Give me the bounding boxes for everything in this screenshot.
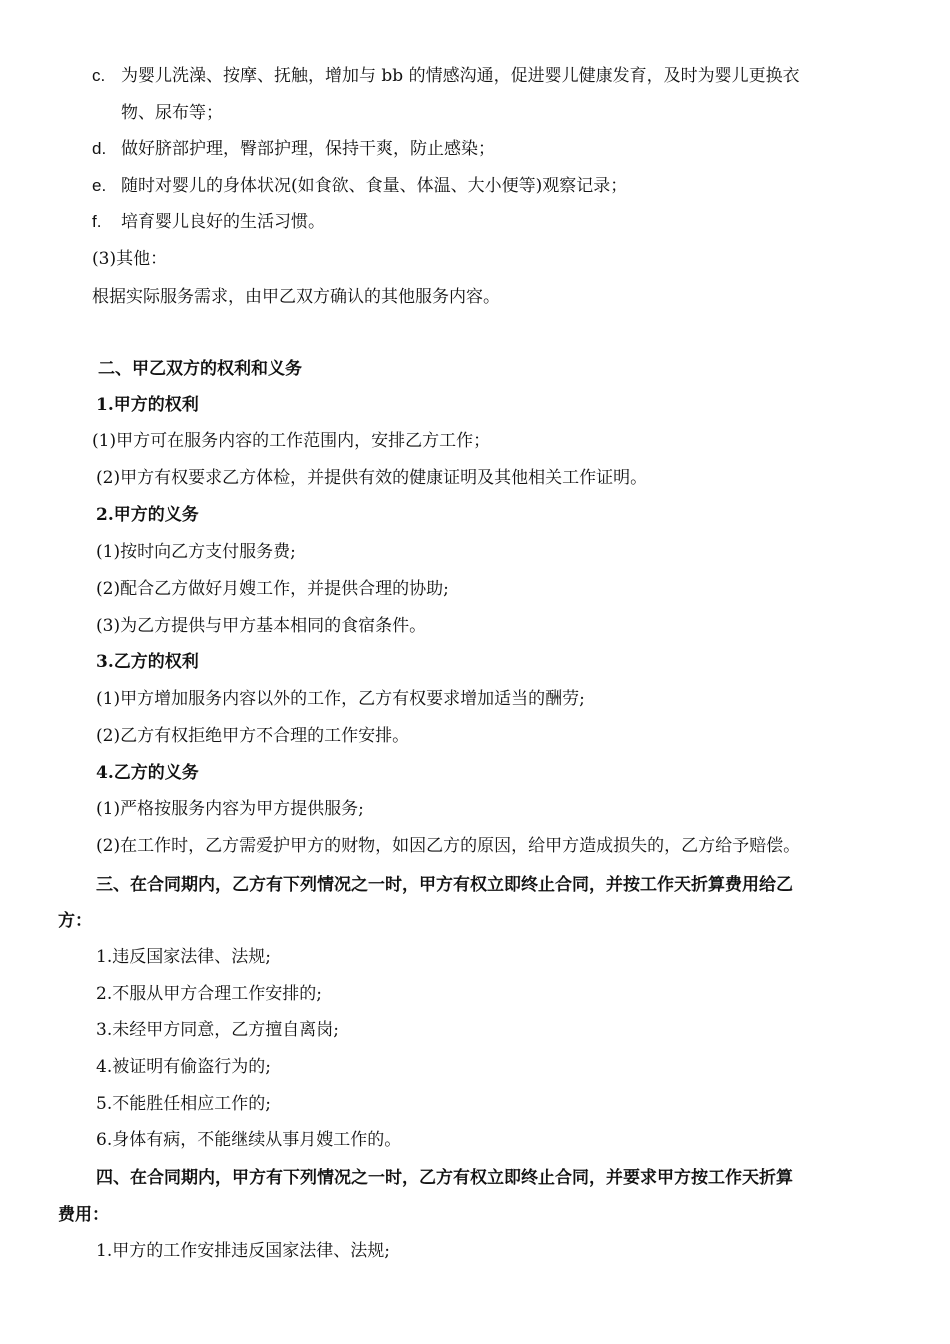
section3-title-line1: 三、在合同期内，乙方有下列情况之一时，甲方有权立即终止合同，并按工作天折算费用给乙 (96, 875, 793, 895)
section2-title: 二、甲乙双方的权利和义务 (98, 359, 302, 379)
list-item-d-text: 做好脐部护理，臀部护理，保持干爽，防止感染； (121, 139, 495, 159)
section2-sub3-title: 3.乙方的权利 (96, 652, 199, 672)
section3-item-2: 2.不服从甲方合理工作安排的; (96, 984, 322, 1004)
section3-item-6: 6.身体有病，不能继续从事月嫂工作的。 (96, 1130, 402, 1150)
list-marker-d: d. (92, 139, 107, 158)
section2-sub1-item-2: (2)甲方有权要求乙方体检，并提供有效的健康证明及其他相关工作证明。 (96, 468, 648, 488)
list-item-f-text: 培育婴儿良好的生活习惯。 (121, 212, 325, 232)
section4-title-line2: 费用： (58, 1205, 109, 1225)
other-heading: (3)其他： (92, 249, 168, 269)
section3-item-1: 1.违反国家法律、法规; (96, 947, 271, 967)
section2-sub2-item-1: (1)按时向乙方支付服务费; (96, 542, 296, 562)
section2-sub1-title: 1.甲方的权利 (96, 395, 199, 415)
section2-sub4-title: 4.乙方的义务 (96, 763, 199, 783)
section4-title-line1: 四、在合同期内，甲方有下列情况之一时，乙方有权立即终止合同，并要求甲方按工作天折算 (96, 1168, 793, 1188)
other-text: 根据实际服务需求，由甲乙双方确认的其他服务内容。 (92, 287, 500, 307)
section2-sub4-item-2: (2)在工作时，乙方需爱护甲方的财物，如因乙方的原因，给甲方造成损失的，乙方给予赔偿。 (96, 836, 801, 856)
list-marker-f: f. (92, 212, 102, 231)
section2-sub4-item-1: (1)严格按服务内容为甲方提供服务; (96, 799, 364, 819)
list-item-c-text: 为婴儿洗澡、按摩、抚触，增加与 bb 的情感沟通，促进婴儿健康发育，及时为婴儿更换衣 (121, 66, 800, 86)
section2-sub2-title: 2.甲方的义务 (96, 505, 199, 525)
list-marker-c: c. (92, 66, 106, 85)
section3-item-4: 4.被证明有偷盗行为的; (96, 1057, 271, 1077)
section2-sub1-item-1: (1)甲方可在服务内容的工作范围内，安排乙方工作； (92, 431, 491, 451)
list-marker-e: e. (92, 176, 107, 195)
section3-item-3: 3.未经甲方同意，乙方擅自离岗; (96, 1020, 339, 1040)
section2-sub3-item-1: (1)甲方增加服务内容以外的工作，乙方有权要求增加适当的酬劳; (96, 689, 585, 709)
section3-title-line2: 方： (58, 911, 92, 931)
section2-sub3-item-2: (2)乙方有权拒绝甲方不合理的工作安排。 (96, 726, 410, 746)
list-item-c-continuation: 物、尿布等； (121, 103, 223, 123)
section4-item-1: 1.甲方的工作安排违反国家法律、法规; (96, 1241, 390, 1261)
section2-sub2-item-3: (3)为乙方提供与甲方基本相同的食宿条件。 (96, 616, 427, 636)
section3-item-5: 5.不能胜任相应工作的; (96, 1094, 271, 1114)
list-item-e-text: 随时对婴儿的身体状况(如食欲、食量、体温、大小便等)观察记录； (121, 176, 628, 196)
section2-sub2-item-2: (2)配合乙方做好月嫂工作，并提供合理的协助; (96, 579, 449, 599)
